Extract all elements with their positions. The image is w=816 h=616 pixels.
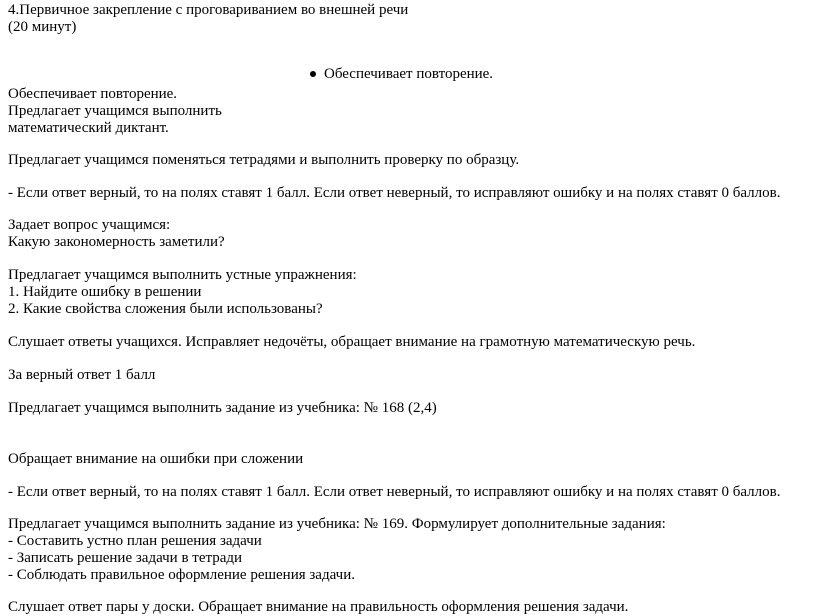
text-line: Предлагает учащимся выполнить — [8, 103, 222, 119]
text-line: Слушает ответы учащихся. Исправляет недочёты, обращает внимание на грамотную математическую речь. — [8, 334, 696, 350]
text-line: - Составить устно план решения задачи — [8, 533, 262, 549]
text-line: - Если ответ верный, то на полях ставят 1 балл. Если ответ неверный, то исправляют ошибку и на полях ставят 0 баллов. — [8, 484, 781, 500]
text-line: Обеспечивает повторение. — [8, 86, 178, 102]
text-line: - Если ответ верный, то на полях ставят 1 балл. Если ответ неверный, то исправляют ошибку и на полях ставят 0 баллов. — [8, 185, 781, 201]
text-line: За верный ответ 1 балл — [8, 367, 156, 383]
section-duration: (20 минут) — [8, 19, 77, 35]
text-line: математический диктант. — [8, 120, 169, 136]
text-line: 1. Найдите ошибку в решении — [8, 284, 202, 300]
text-line: Обращает внимание на ошибки при сложении — [8, 451, 304, 467]
text-line: Предлагает учащимся выполнить устные упражнения: — [8, 267, 357, 283]
bullet-item — [310, 66, 493, 83]
bullet-text: Обеспечивает повторение. — [324, 66, 494, 82]
text-line: Слушает ответ пары у доски. Обращает внимание на правильность оформления решения задачи. — [8, 599, 629, 615]
text-line: Предлагает учащимся выполнить задание из учебника: № 168 (2,4) — [8, 400, 437, 416]
text-line: Предлагает учащимся выполнить задание из учебника: № 169. Формулирует дополнительные задания: — [8, 516, 666, 532]
text-line: Какую закономерность заметили? — [8, 234, 225, 250]
text-line: Предлагает учащимся поменяться тетрадями и выполнить проверку по образцу. — [8, 152, 520, 168]
text-line: - Соблюдать правильное оформление решения задачи. — [8, 567, 355, 583]
text-line: - Записать решение задачи в тетради — [8, 550, 243, 566]
bullet-icon — [310, 71, 316, 77]
text-line: Задает вопрос учащимся: — [8, 217, 171, 233]
text-line: 2. Какие свойства сложения были использованы? — [8, 301, 323, 317]
section-title: 4.Первичное закрепление с проговариванием во внешней речи — [8, 2, 409, 18]
